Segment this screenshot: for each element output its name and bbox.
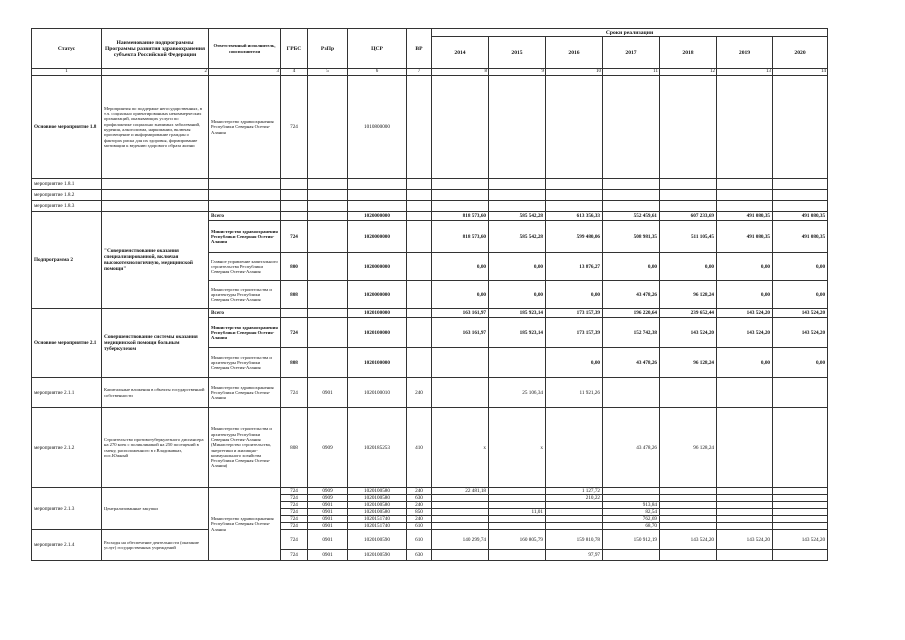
table-row: Министерство здравоохранения Республики Северная Осетия-Алания 724 1020000000 818 573,60 585 542,28 599 480,06 508 981,35 511 105,45 491 080,35 491 080,35 bbox=[32, 221, 828, 253]
table-row: Главное управление капитального строительства Республики Северная Осетия-Алания 800 1020000000 0,00 0,00 13 876,27 0,00 0,00 0,00 0,00 bbox=[32, 253, 828, 281]
row-status: мероприятие 2.1.2 bbox=[32, 408, 102, 488]
row-status: Подпрограмма 2 bbox=[32, 212, 102, 309]
header-csr: ЦСР bbox=[348, 29, 407, 69]
column-number-row bbox=[32, 69, 828, 76]
row-exec: Всего bbox=[209, 212, 281, 221]
row-exec: Министерство здравоохранения Республики Северная Осетия-Алания bbox=[209, 76, 281, 179]
row-status: мероприятие 2.1.1 bbox=[32, 378, 102, 408]
table-row: 724 0901 1020100580 240 913,84 bbox=[32, 502, 828, 509]
col-number: 7 bbox=[407, 69, 432, 76]
col-number: 6 bbox=[348, 69, 407, 76]
header-exec: Ответственный исполнитель, соисполнители bbox=[209, 29, 281, 69]
row-status: мероприятие 1.8.2 bbox=[32, 190, 102, 201]
row-name: Совершенствование системы оказания медицинской помощи больным туберкулезом bbox=[102, 309, 209, 378]
header-year: 2020 bbox=[773, 37, 828, 69]
row-name: Мероприятия по поддержке негосударственных, в т.ч. социально ориентированных некоммерческих организаций, оказывающих услуги по профилактике социально значимых заболеваний, курения, алкоголизма, наркомании, включая просвещение и информирование граждан о факторах риска для их здоровья, формирование мотивации к ведению здорового образа жизни bbox=[102, 76, 209, 179]
col-number: 4 bbox=[281, 69, 308, 76]
row-name: "Совершенствование оказания специализированной, включая высокотехнологичную, медицинской помощи" bbox=[102, 212, 209, 309]
table-row: Министерство здравоохранения Республики Северная Осетия-Алания 724 1020100000 163 161,97 185 923,14 173 157,39 152 742,38 143 524,20 143 524,20 143 524,20 bbox=[32, 318, 828, 348]
row-status: Основное мероприятие 1.8 bbox=[32, 76, 102, 179]
row-grbs: 724 bbox=[281, 76, 308, 179]
header-year: 2015 bbox=[489, 37, 546, 69]
table-row: 724 0901 1020151740 610 68,70 bbox=[32, 523, 828, 530]
header-year: 2016 bbox=[546, 37, 603, 69]
table-row-main-2-1-total: Основное мероприятие 2.1 Совершенствование системы оказания медицинской помощи больным туберкулезом Всего 1020100000 163 161,97 185 923,14 173 157,39 196 220,64 239 652,44 143 524,20 143 524,20 bbox=[32, 309, 828, 318]
header-vr: ВР bbox=[407, 29, 432, 69]
table-row bbox=[32, 190, 828, 201]
col-number: 14 bbox=[773, 69, 828, 76]
row-name: Централизованные закупки bbox=[102, 488, 209, 530]
table-row-m211: мероприятие 2.1.1 Капитальные вложения в объекты государственной собственности Министерство здравоохранения Республики Северная Осетия-Алания 724 0901 1020100010 240 25 106,34 11 921,26 bbox=[32, 378, 828, 408]
row-status: мероприятие 2.1.4 bbox=[32, 530, 102, 561]
col-number: 12 bbox=[660, 69, 717, 76]
row-status: мероприятие 1.8.3 bbox=[32, 201, 102, 212]
row-status: Основное мероприятие 2.1 bbox=[32, 309, 102, 378]
header-year: 2017 bbox=[603, 37, 660, 69]
header-grbs: ГРБС bbox=[281, 29, 308, 69]
table-row-m212: мероприятие 2.1.2 Строительство противотуберкулезного диспансера на 270 коек с поликлиникой на 250 посещений в смену, расположенного в г.Владикавказ, пос.Южный Министерство строительства и архитектуры Республики Северная Осетия-Алания (Министерство строительства, энергетики и жилищно-коммунального хозяйства Республики Северная Осетия-Алания) 808 0909 1020185253 410 x x 43 478,26 96 128,24 bbox=[32, 408, 828, 488]
header-year: 2018 bbox=[660, 37, 717, 69]
row-name: Расходы на обеспечение деятельности (оказание услуг) государственных учреждений bbox=[102, 530, 209, 561]
table-row-main-1-8 bbox=[32, 76, 828, 179]
col-number: 3 bbox=[209, 69, 281, 76]
table-row: 724 0909 1020100580 630 210,22 bbox=[32, 495, 828, 502]
table-row-p2-total: Подпрограмма 2 "Совершенствование оказания специализированной, включая высокотехнологичную, медицинской помощи" Всего 1020000000 818 573,60 585 542,28 613 356,33 552 459,61 607 233,69 491 080,35 491 080,35 bbox=[32, 212, 828, 221]
row-status: мероприятие 1.8.1 bbox=[32, 179, 102, 190]
table-row: Министерство строительства и архитектуры Республики Северная Осетия-Алания 808 1020100000 0,00 43 478,26 96 128,24 0,00 0,00 bbox=[32, 348, 828, 378]
header-year: 2014 bbox=[432, 37, 489, 69]
col-number: 11 bbox=[603, 69, 660, 76]
row-name: Строительство противотуберкулезного диспансера на 270 коек с поликлиникой на 250 посещений в смену, расположенного в г.Владикавказ, пос.Южный bbox=[102, 408, 209, 488]
header-terms: Сроки реализации bbox=[432, 29, 828, 37]
header-name: Наименование подпрограммы Программы развития здравоохранения субъекта Российской Федерации bbox=[102, 29, 209, 69]
col-number: 10 bbox=[546, 69, 603, 76]
col-number: 1 bbox=[32, 69, 102, 76]
program-table bbox=[31, 28, 828, 561]
row-status: мероприятие 2.1.3 bbox=[32, 488, 102, 530]
header-status: Статус bbox=[32, 29, 102, 69]
header-rzpr: РзПр bbox=[308, 29, 348, 69]
row-name: Капитальные вложения в объекты государственной собственности bbox=[102, 378, 209, 408]
table-row: Министерство строительства и архитектуры Республики Северная Осетия-Алания 808 1020000000 0,00 0,00 0,00 43 478,26 96 128,24 0,00 0,00 bbox=[32, 281, 828, 309]
table-row-m213: мероприятие 2.1.3 Централизованные закупки Министерство здравоохранения Республики Северная Осетия-Алания 724 0909 1020100580 240 22 481,18 1 127,72 bbox=[32, 488, 828, 495]
table-row bbox=[32, 179, 828, 190]
col-number: 13 bbox=[717, 69, 773, 76]
document-page bbox=[31, 28, 828, 561]
table-row: 724 0901 1020100580 850 11,01 82,54 bbox=[32, 509, 828, 516]
col-number: 8 bbox=[432, 69, 489, 76]
row-csr: 1010800000 bbox=[348, 76, 407, 179]
table-row: 724 0901 1020100590 630 97,97 bbox=[32, 550, 828, 561]
table-row: 724 0901 1020151740 240 762,69 bbox=[32, 516, 828, 523]
col-number: 2 bbox=[102, 69, 209, 76]
table-row-m214: мероприятие 2.1.4 Расходы на обеспечение деятельности (оказание услуг) государственных учреждений 724 0901 1020100590 610 140 299,74 160 805,79 159 810,78 150 912,19 143 524,20 143 524,20 143 524,20 bbox=[32, 530, 828, 550]
header-year: 2019 bbox=[717, 37, 773, 69]
header-row-1 bbox=[32, 29, 828, 37]
table-row bbox=[32, 201, 828, 212]
col-number: 9 bbox=[489, 69, 546, 76]
col-number: 5 bbox=[308, 69, 348, 76]
